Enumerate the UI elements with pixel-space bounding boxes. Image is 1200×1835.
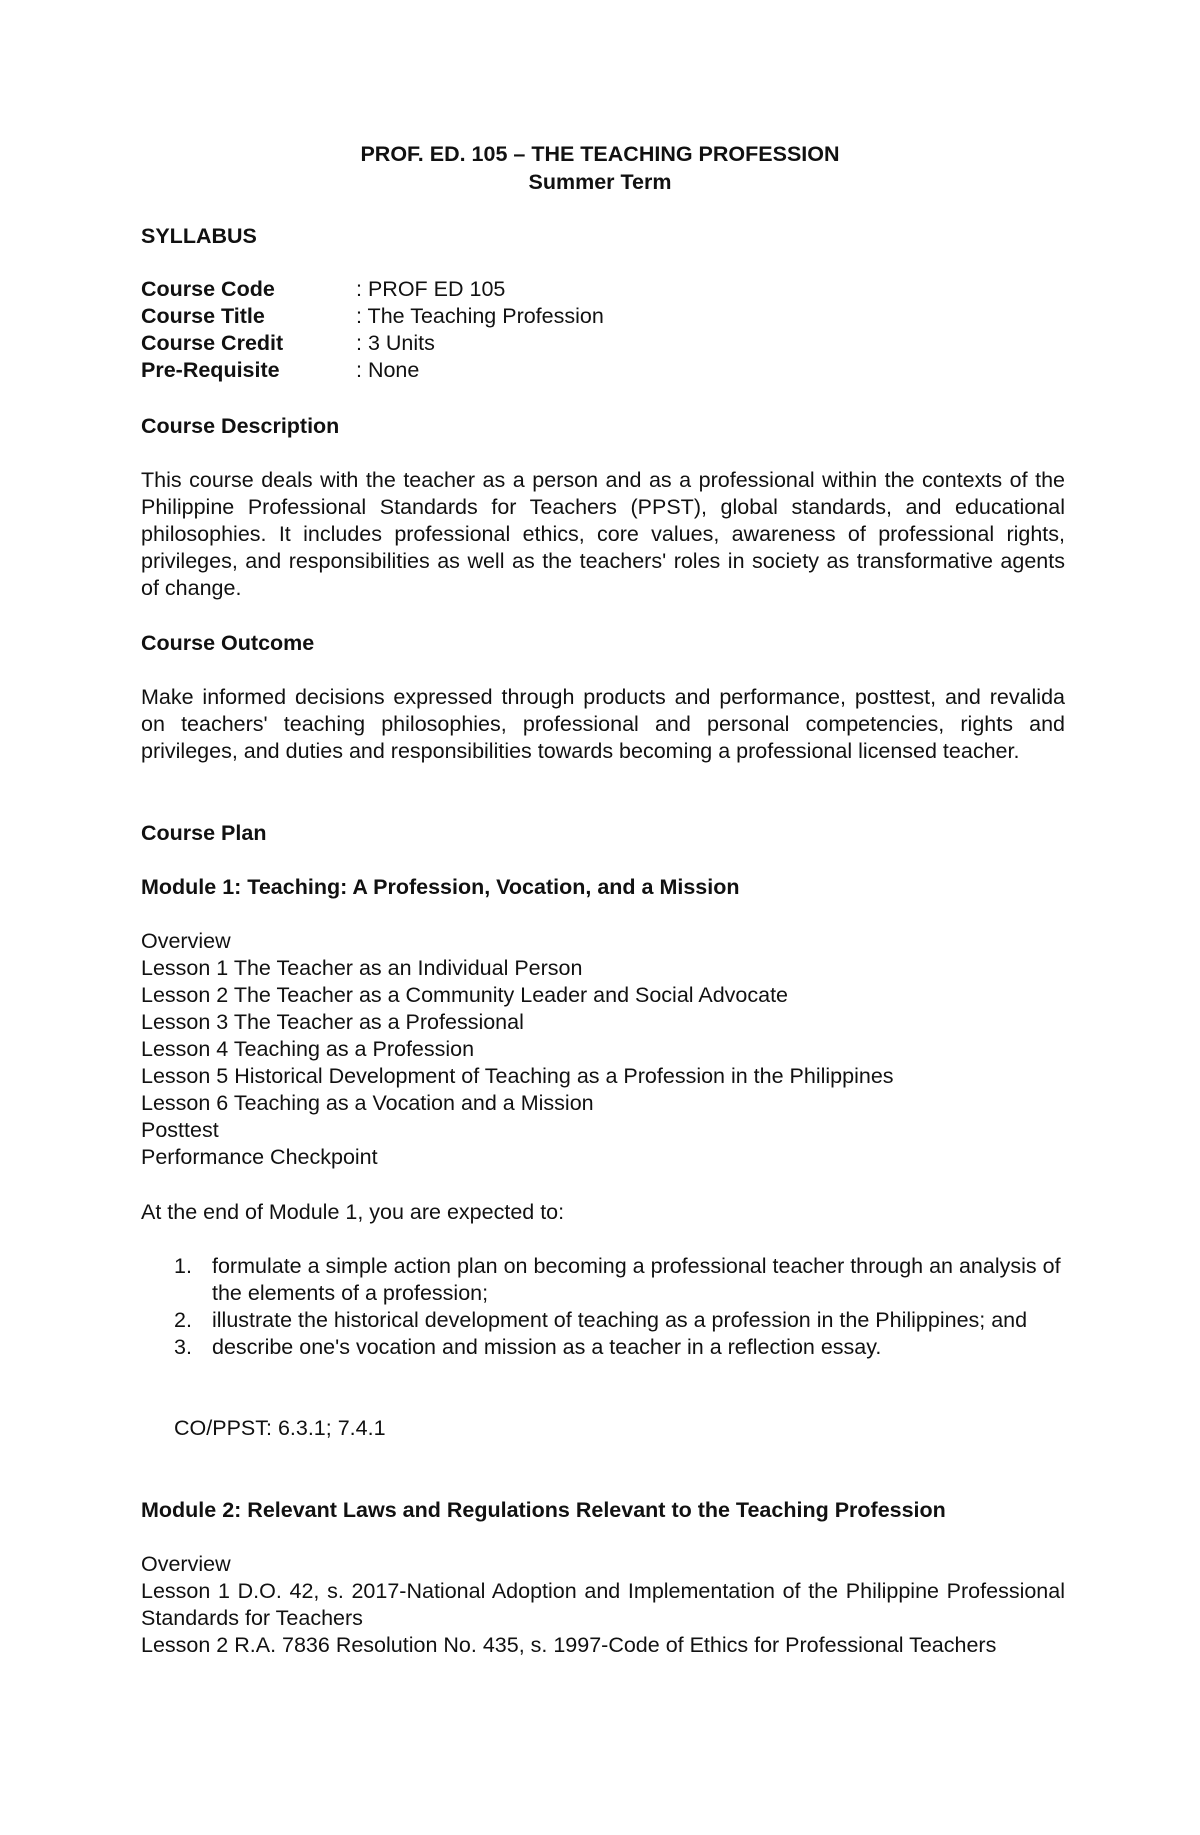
objective-text: formulate a simple action plan on becoming a professional teacher through an analysis of the elements of a profession; — [212, 1254, 1061, 1305]
objective-item — [141, 1334, 1065, 1361]
course-info-row — [141, 276, 604, 303]
course-info — [141, 276, 604, 384]
objective-item — [141, 1307, 1065, 1334]
course-info-label: Course Code — [141, 277, 275, 301]
objective-number: 3. — [174, 1335, 192, 1359]
module-1-co-ppst: CO/PPST: 6.3.1; 7.4.1 — [174, 1416, 386, 1440]
outcome-text: Make informed decisions expressed through products and performance, posttest, and revalida on teachers' teaching philosophies, professional and personal competencies, rights and privileges, and duties and responsibilities towards becoming a professional licensed teacher. — [141, 685, 1065, 763]
course-info-label: Pre-Requisite — [141, 358, 280, 382]
course-info-value: : None — [356, 358, 420, 382]
description-text: This course deals with the teacher as a person and as a professional within the contexts of the Philippine Professional Standards for Teachers (PPST), global standards, and educational philosophies. It includes professional ethics, core values, awareness of professional rights, privileges, and responsibilities as well as the teachers' roles in society as transformative agents of change. — [141, 468, 1065, 600]
objective-item — [141, 1253, 1065, 1307]
module-2-lesson: Lesson 1 D.O. 42, s. 2017-National Adoption and Implementation of the Philippine Professional Standards for Teachers — [141, 1579, 1065, 1630]
objective-number: 1. — [174, 1254, 192, 1278]
course-plan-heading: Course Plan — [141, 821, 267, 845]
objective-text: describe one's vocation and mission as a teacher in a reflection essay. — [212, 1335, 882, 1359]
objective-number: 2. — [174, 1308, 192, 1332]
module-1-item: Lesson 3 The Teacher as a Professional — [141, 1010, 524, 1034]
module-1-expected-intro: At the end of Module 1, you are expected to: — [141, 1200, 565, 1224]
module-1-lessons — [141, 928, 894, 1171]
module-1-item: Posttest — [141, 1118, 219, 1142]
course-info-value: : PROF ED 105 — [356, 277, 506, 301]
module-1-objectives — [141, 1253, 1065, 1361]
module-1-heading: Module 1: Teaching: A Profession, Vocation, and a Mission — [141, 875, 740, 899]
course-info-row — [141, 303, 604, 330]
module-1-item: Lesson 5 Historical Development of Teaching as a Profession in the Philippines — [141, 1064, 894, 1088]
outcome-heading: Course Outcome — [141, 631, 315, 655]
module-1-item: Lesson 1 The Teacher as an Individual Person — [141, 956, 583, 980]
document-term: Summer Term — [528, 170, 672, 194]
description-heading: Course Description — [141, 414, 340, 438]
course-info-label: Course Title — [141, 304, 265, 328]
module-2-heading: Module 2: Relevant Laws and Regulations Relevant to the Teaching Profession — [141, 1498, 946, 1522]
module-1-item: Overview — [141, 929, 231, 953]
objective-text: illustrate the historical development of teaching as a profession in the Philippines; and — [212, 1308, 1028, 1332]
module-1-item: Lesson 6 Teaching as a Vocation and a Mission — [141, 1091, 594, 1115]
module-1-item: Lesson 4 Teaching as a Profession — [141, 1037, 475, 1061]
module-2-lesson: Lesson 2 R.A. 7836 Resolution No. 435, s. 1997-Code of Ethics for Professional Teachers — [141, 1633, 997, 1657]
module-1-item: Lesson 2 The Teacher as a Community Leader and Social Advocate — [141, 983, 788, 1007]
syllabus-label: SYLLABUS — [141, 224, 257, 248]
course-info-value: : 3 Units — [356, 331, 435, 355]
module-1-item: Performance Checkpoint — [141, 1145, 378, 1169]
module-2-overview: Overview — [141, 1552, 231, 1576]
course-info-value: : The Teaching Profession — [356, 304, 604, 328]
course-info-row — [141, 330, 604, 357]
document-title: PROF. ED. 105 – THE TEACHING PROFESSION — [360, 142, 840, 166]
course-info-label: Course Credit — [141, 331, 284, 355]
course-info-row — [141, 357, 604, 384]
